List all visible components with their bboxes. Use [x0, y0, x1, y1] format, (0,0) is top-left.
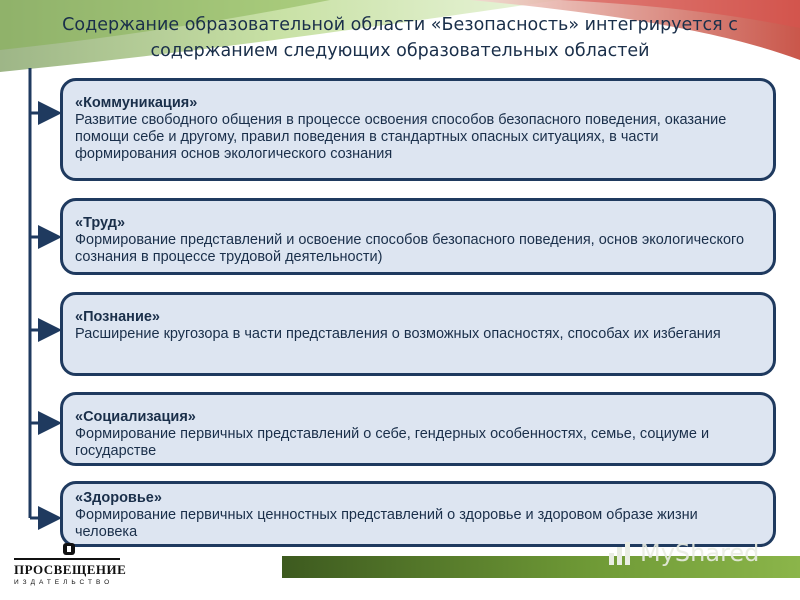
block-socialization [60, 392, 776, 466]
block-labor [60, 198, 776, 275]
chart-bars-icon [606, 538, 636, 568]
block-title: «Здоровье» [75, 490, 162, 506]
watermark-text: MyShared [640, 539, 760, 567]
block-communication [60, 78, 776, 181]
watermark [606, 538, 759, 568]
publisher-logo [14, 542, 127, 586]
block-text: Формирование первичных представлений о себе, гендерных особенностях, семье, социуме и государстве [75, 426, 710, 459]
page-title: Содержание образовательной области «Безопасность» интегрируется с содержанием следующих образовательных областей [62, 15, 738, 61]
block-title: «Коммуникация» [75, 95, 198, 111]
block-cognition [60, 292, 776, 376]
publisher-subtitle: ИЗДАТЕЛЬСТВО [14, 579, 114, 586]
block-title: «Социализация» [75, 409, 196, 425]
publisher-emblem-icon [62, 542, 76, 556]
publisher-name: ПРОСВЕЩЕНИЕ [14, 562, 127, 577]
block-text: Расширение кругозора в части представления о возможных опасностях, способах их избегания [75, 326, 721, 342]
block-text: Формирование представлений и освоение способов безопасного поведения, основ экологического сознания в процессе трудовой деятельности) [75, 232, 745, 265]
block-title: «Познание» [75, 309, 160, 325]
block-text: Формирование первичных ценностных представлений о здоровье и здоровом образе жизни человека [75, 507, 698, 540]
logo-rule [14, 558, 120, 560]
block-text: Развитие свободного общения в процессе освоения способов безопасного поведения, оказание помощи себе и другому, правил поведения в стандартных опасных ситуациях, в части формирования основ экологического сознания [75, 112, 727, 162]
block-title: «Труд» [75, 215, 126, 231]
